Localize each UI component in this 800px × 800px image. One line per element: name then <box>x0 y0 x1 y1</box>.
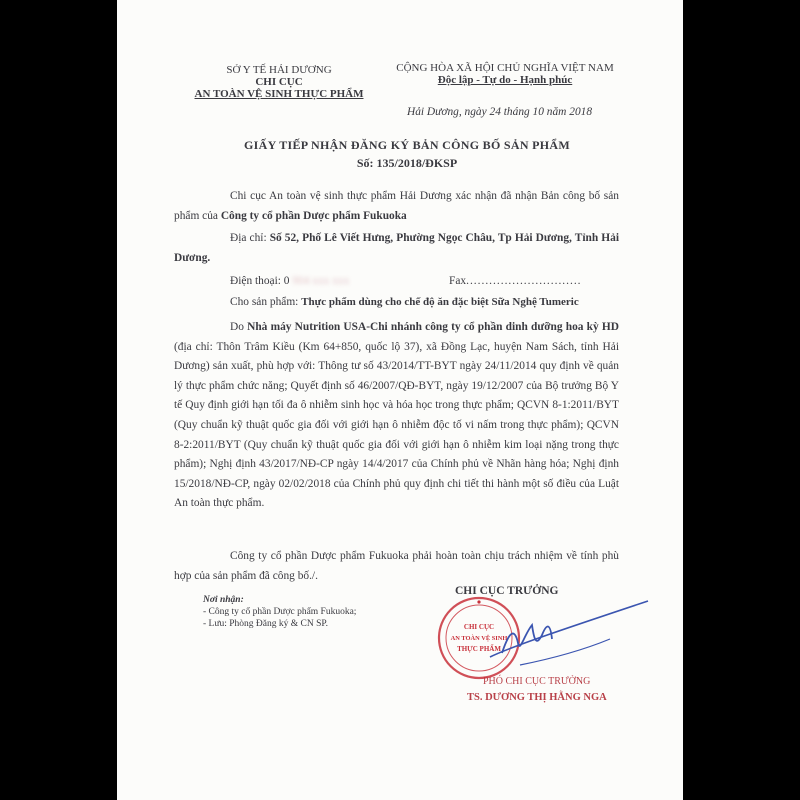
phone-label: Điện thoại: <box>230 275 284 287</box>
stamp-line-1: CHI CỤC <box>463 623 495 631</box>
fax-line <box>449 271 582 291</box>
responsibility-paragraph: Công ty cổ phần Dược phẩm Fukuoka phải hoàn toàn chịu trách nhiệm về tính phù hợp của sản phẩm đã công bố./. <box>174 550 619 582</box>
agency-line-1: SỞ Y TẾ HẢI DƯƠNG <box>226 64 332 76</box>
product-line <box>230 292 579 312</box>
signer-title: CHI CỤC TRƯỞNG <box>455 585 559 597</box>
left-black-border <box>0 0 117 800</box>
recipient-1: - Công ty cổ phần Dược phẩm Fukuoka; <box>203 607 357 617</box>
agency-line-2: CHI CỤC <box>255 76 303 88</box>
recipients-block <box>203 594 356 630</box>
phone-line <box>230 271 349 291</box>
stamp-line-3: THỰC PHẨM <box>457 645 501 653</box>
nation-header <box>385 62 625 86</box>
fax-dots: .............................. <box>466 275 582 287</box>
right-black-border <box>683 0 800 800</box>
receipt-text: Chi cục An toàn vệ sinh thực phẩm Hải Dương xác nhận đã nhận Bản công bố sản phẩm của <box>174 190 619 222</box>
phone-redacted: 904 xxx xxx <box>292 275 350 287</box>
product-label: Cho sản phẩm: <box>230 296 302 308</box>
stamp-line-2: AN TOÀN VỆ SINH <box>450 635 508 642</box>
nation-motto: Độc lập - Tự do - Hạnh phúc <box>437 74 573 86</box>
receipt-paragraph <box>174 186 619 226</box>
deputy-title: PHÓ CHI CỤC TRƯỞNG <box>483 676 591 687</box>
nation-name: CỘNG HÒA XÃ HỘI CHỦ NGHĨA VIỆT NAM <box>396 62 614 74</box>
document-number: Số: 135/2018/ĐKSP <box>356 156 458 170</box>
address-value: Số 52, Phố Lê Viết Hưng, Phường Ngọc Châu, Tp Hải Dương, Tỉnh Hải Dương. <box>174 232 619 264</box>
document-title: GIẤY TIẾP NHẬN ĐĂNG KÝ BẢN CÔNG BỐ SẢN PHẨM <box>244 138 570 152</box>
agency-line-3: AN TOÀN VỆ SINH THỰC PHẨM <box>194 88 364 100</box>
address-paragraph <box>174 228 619 268</box>
signature-stroke-1 <box>490 601 648 657</box>
manufacturer-paragraph <box>174 318 619 514</box>
manufacturer-prefix: Do <box>230 321 248 333</box>
phone-value: 0 <box>283 275 290 287</box>
fax-label: Fax <box>449 275 467 287</box>
agency-header <box>179 64 379 100</box>
place-date: Hải Dương, ngày 24 tháng 10 năm 2018 <box>407 106 593 118</box>
product-value: Thực phẩm dùng cho chế độ ăn đặc biệt Sữa Nghệ Tumeric <box>301 296 579 308</box>
signer-name: TS. DƯƠNG THỊ HẰNG NGA <box>467 692 607 703</box>
manufacturer-name: Nhà máy Nutrition USA-Chi nhánh công ty cổ phần dinh dưỡng hoa kỳ HD <box>247 321 619 333</box>
signature-stroke-3 <box>520 639 610 665</box>
signature <box>480 595 660 675</box>
document-page <box>117 0 683 800</box>
manufacturer-details: (địa chỉ: Thôn Trâm Kiều (Km 64+850, quốc lộ 37), xã Đồng Lạc, huyện Nam Sách, tỉnh Hải Dương) sản xuất, phù hợp với: Thông tư số 43/2014/TT-BYT ngày 24/11/2014 quy định về quản lý thực phẩm chức năng; Quyết định số 46/2007/QĐ-BYT, ngày 19/12/2007 của Bộ trưởng Bộ Y tế Quy định giới hạn tối đa ô nhiễm sinh học và hóa học trong thực phẩm; QCVN 8-1:2011/BYT (Quy chuẩn kỹ thuật quốc gia đối với giới hạn ô nhiễm độc tố vi nấm trong thực phẩm); QCVN 8-2:2011/BYT (Quy chuẩn kỹ thuật quốc gia đối với giới hạn ô nhiễm kim loại nặng trong thực phẩm); Nghị định 43/2017/NĐ-CP ngày 14/4/2017 của Chính phủ về Nhãn hàng hóa; Nghị định 15/2018/NĐ-CP, ngày 02/02/2018 của Chính phủ quy định chi tiết thi hành một số điều của Luật An toàn thực phẩm. <box>174 340 619 510</box>
recipient-2: - Lưu: Phòng Đăng ký & CN SP. <box>203 619 328 629</box>
address-label: Địa chỉ: <box>230 232 270 244</box>
recipients-label: Nơi nhận: <box>203 595 244 605</box>
company-name: Công ty cổ phần Dược phẩm Fukuoka <box>220 210 407 222</box>
